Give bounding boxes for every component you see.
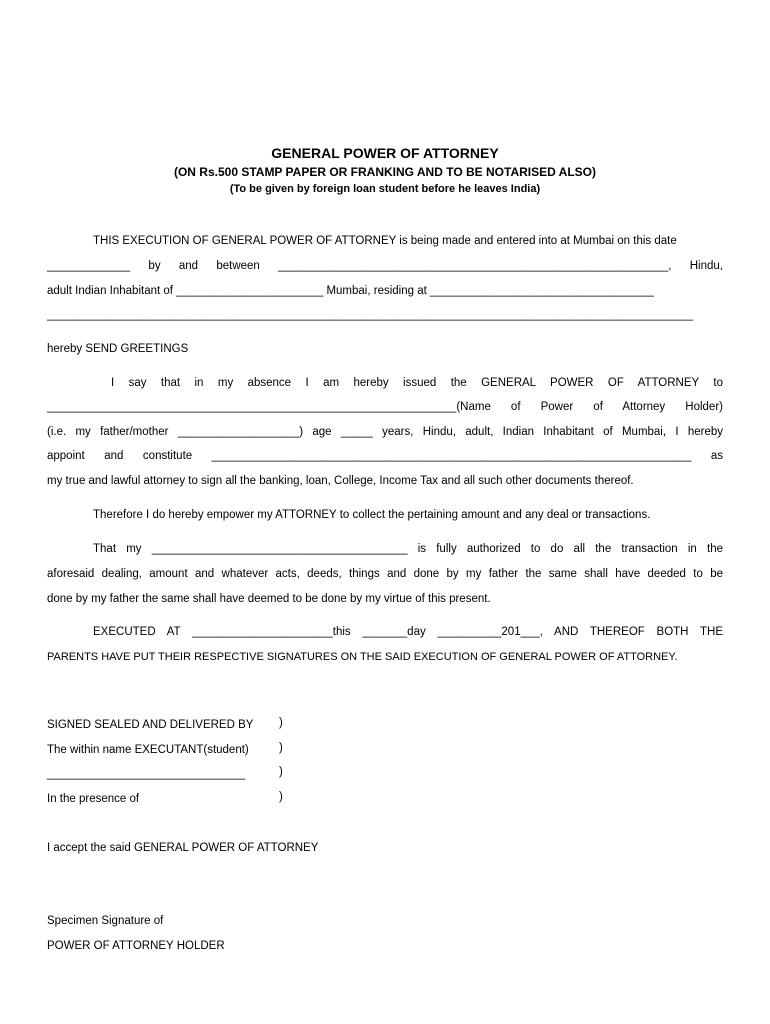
presence-line: In the presence of (47, 793, 140, 805)
signed-sealed-line: SIGNED SEALED AND DELIVERED BY (47, 719, 254, 731)
executant-line: The within name EXECUTANT(student) (47, 744, 249, 756)
para1-line1: THIS EXECUTION OF GENERAL POWER OF ATTORNEY is being made and entered into at Mumbai on this date (93, 235, 677, 247)
bracket-4: ) (279, 791, 283, 803)
specimen-line2: POWER OF ATTORNEY HOLDER (47, 940, 225, 952)
para5-line1: EXECUTED AT ______________________this _______day __________201___, AND THEREOF BOTH THE (93, 626, 723, 638)
bracket-3: ) (279, 766, 283, 778)
greeting-line: hereby SEND GREETINGS (47, 343, 189, 355)
document-subtitle: (ON Rs.500 STAMP PAPER OR FRANKING AND TO BE NOTARISED ALSO) (173, 165, 597, 179)
para4-line2: aforesaid dealing, amount and whatever acts, deeds, things and done by my father the same shall have deeded to be (47, 568, 723, 580)
para1-line4: _____________________________________________________________________________________________________ (47, 309, 693, 321)
bracket-2: ) (279, 742, 283, 754)
specimen-line1: Specimen Signature of (47, 915, 164, 927)
para4-line1: That my ________________________________________ is fully authorized to do all the transaction in the (93, 543, 723, 555)
para2-line3: (i.e. my father/mother ___________________) age _____ years, Hindu, adult, Indian Inhabitant of Mumbai, I hereby (47, 426, 723, 438)
para1-line3: adult Indian Inhabitant of _______________________ Mumbai, residing at ___________________________________ (47, 285, 654, 297)
signature-blank-line: _______________________________ (47, 768, 246, 780)
para5-line2: PARENTS HAVE PUT THEIR RESPECTIVE SIGNATURES ON THE SAID EXECUTION OF GENERAL POWER OF ATTORNEY. (47, 651, 678, 663)
document-title: GENERAL POWER OF ATTORNEY (271, 145, 499, 161)
para3-line: Therefore I do hereby empower my ATTORNEY to collect the pertaining amount and any deal or transactions. (93, 509, 651, 521)
para1-line2: _____________ by and between _____________________________________________________________, Hindu, (47, 260, 723, 272)
document-subnote: (To be given by foreign loan student before he leaves India) (229, 183, 541, 195)
para2-line1: I say that in my absence I am hereby issued the GENERAL POWER OF ATTORNEY to (111, 377, 723, 389)
bracket-1: ) (279, 717, 283, 729)
acceptance-line: I accept the said GENERAL POWER OF ATTORNEY (47, 842, 319, 854)
para2-line4: appoint and constitute ___________________________________________________________________________ as (47, 450, 723, 462)
para2-line2: ________________________________________________________________(Name of Power of Attorney Holder) (47, 401, 723, 413)
para4-line3: done by my father the same shall have deemed to be done by my virtue of this present. (47, 593, 491, 605)
para2-line5: my true and lawful attorney to sign all the banking, loan, College, Income Tax and all such other documents thereof. (47, 475, 634, 487)
